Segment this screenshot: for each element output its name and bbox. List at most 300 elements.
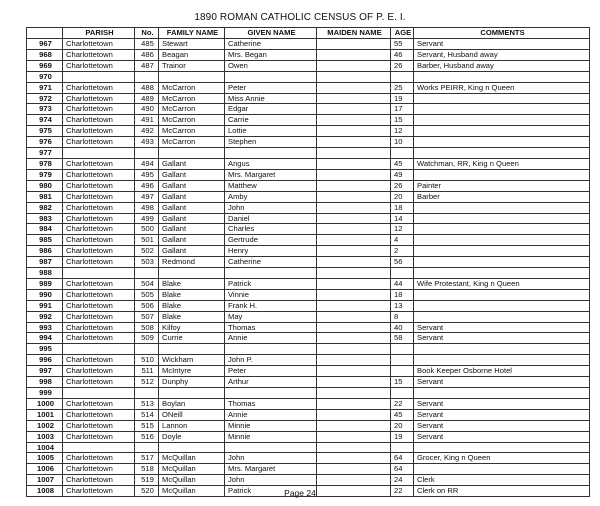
table-row	[27, 453, 590, 464]
maiden-name-cell	[317, 257, 391, 268]
family-name-cell: Gallant	[159, 191, 225, 202]
row-number: 981	[27, 191, 63, 202]
maiden-name-cell	[317, 453, 391, 464]
table-row	[27, 420, 590, 431]
given-name-cell: Edgar	[225, 104, 317, 115]
parish-cell: Charlottetown	[63, 158, 135, 169]
given-name-cell	[225, 344, 317, 355]
family-name-cell: Blake	[159, 278, 225, 289]
age-cell	[391, 268, 414, 279]
age-cell: 64	[391, 453, 414, 464]
age-cell: 45	[391, 158, 414, 169]
table-row	[27, 180, 590, 191]
comments-cell: Painter	[414, 180, 590, 191]
maiden-name-cell	[317, 115, 391, 126]
row-number: 973	[27, 104, 63, 115]
family-name-cell: McCarron	[159, 93, 225, 104]
number-cell: 486	[135, 49, 159, 60]
family-name-cell: Gallant	[159, 213, 225, 224]
parish-cell: Charlottetown	[63, 464, 135, 475]
parish-cell: Charlottetown	[63, 49, 135, 60]
comments-cell: Clerk on RR	[414, 486, 590, 497]
given-name-cell: Angus	[225, 158, 317, 169]
maiden-name-cell	[317, 82, 391, 93]
number-cell: 488	[135, 82, 159, 93]
row-number: 1004	[27, 442, 63, 453]
parish-cell	[63, 71, 135, 82]
table-row	[27, 344, 590, 355]
family-name-cell: Gallant	[159, 158, 225, 169]
family-name-cell: Gallant	[159, 235, 225, 246]
number-cell	[135, 71, 159, 82]
comments-cell: Servant	[414, 431, 590, 442]
maiden-name-cell	[317, 191, 391, 202]
age-cell: 26	[391, 60, 414, 71]
given-name-cell: Daniel	[225, 213, 317, 224]
maiden-name-cell	[317, 137, 391, 148]
number-cell: 504	[135, 278, 159, 289]
age-cell: 20	[391, 191, 414, 202]
comments-cell: Clerk	[414, 475, 590, 486]
parish-cell: Charlottetown	[63, 289, 135, 300]
number-cell: 502	[135, 246, 159, 257]
comments-cell: Servant	[414, 377, 590, 388]
age-cell: 4	[391, 235, 414, 246]
given-name-cell: Charles	[225, 224, 317, 235]
comments-cell	[414, 246, 590, 257]
number-cell: 508	[135, 322, 159, 333]
row-number: 997	[27, 366, 63, 377]
row-number: 998	[27, 377, 63, 388]
number-cell: 512	[135, 377, 159, 388]
table-row	[27, 71, 590, 82]
maiden-name-cell	[317, 148, 391, 159]
table-row	[27, 104, 590, 115]
given-name-cell	[225, 442, 317, 453]
family-name-cell: Boylan	[159, 398, 225, 409]
comments-cell: Barber, Husband away	[414, 60, 590, 71]
family-name-cell: Wickham	[159, 355, 225, 366]
age-cell: 22	[391, 398, 414, 409]
page-title: 1890 ROMAN CATHOLIC CENSUS OF P. E. I.	[194, 12, 406, 23]
maiden-name-cell	[317, 398, 391, 409]
row-number: 989	[27, 278, 63, 289]
comments-cell	[414, 202, 590, 213]
age-cell	[391, 344, 414, 355]
comments-cell: Barber	[414, 191, 590, 202]
row-number: 968	[27, 49, 63, 60]
given-name-cell: John P.	[225, 355, 317, 366]
family-name-cell: Gallant	[159, 180, 225, 191]
table-row	[27, 115, 590, 126]
comments-cell	[414, 344, 590, 355]
family-name-cell: Blake	[159, 311, 225, 322]
row-number: 977	[27, 148, 63, 159]
comments-cell	[414, 235, 590, 246]
parish-cell	[63, 344, 135, 355]
table-header-row	[27, 28, 590, 39]
row-number: 969	[27, 60, 63, 71]
table-row	[27, 126, 590, 137]
family-name-cell: McCarron	[159, 104, 225, 115]
family-name-cell: McQuillan	[159, 464, 225, 475]
given-name-cell: Minnie	[225, 420, 317, 431]
table-row	[27, 257, 590, 268]
given-name-cell: Minnie	[225, 431, 317, 442]
parish-cell: Charlottetown	[63, 333, 135, 344]
table-row	[27, 60, 590, 71]
given-name-cell: Owen	[225, 60, 317, 71]
number-cell: 490	[135, 104, 159, 115]
row-number: 975	[27, 126, 63, 137]
number-cell: 520	[135, 486, 159, 497]
given-name-cell: John	[225, 453, 317, 464]
number-cell: 495	[135, 169, 159, 180]
maiden-name-cell	[317, 158, 391, 169]
row-number: 1002	[27, 420, 63, 431]
parish-cell: Charlottetown	[63, 126, 135, 137]
maiden-name-cell	[317, 289, 391, 300]
row-number: 1006	[27, 464, 63, 475]
maiden-name-cell	[317, 377, 391, 388]
row-number: 988	[27, 268, 63, 279]
maiden-name-cell	[317, 311, 391, 322]
comments-cell: Servant	[414, 322, 590, 333]
table-row	[27, 355, 590, 366]
family-name-cell: Beagan	[159, 49, 225, 60]
family-name-cell: Doyle	[159, 431, 225, 442]
age-cell: 22	[391, 486, 414, 497]
age-cell: 17	[391, 104, 414, 115]
table-row	[27, 246, 590, 257]
comments-cell: Servant	[414, 333, 590, 344]
maiden-name-cell	[317, 169, 391, 180]
row-number: 992	[27, 311, 63, 322]
page-number: Page 24	[284, 488, 316, 498]
given-name-cell: Mrs. Margaret	[225, 169, 317, 180]
comments-cell	[414, 71, 590, 82]
given-name-cell: Patrick	[225, 278, 317, 289]
given-name-cell: Thomas	[225, 398, 317, 409]
table-row	[27, 148, 590, 159]
row-number: 972	[27, 93, 63, 104]
family-name-cell: Gallant	[159, 224, 225, 235]
parish-cell: Charlottetown	[63, 191, 135, 202]
comments-cell	[414, 442, 590, 453]
given-name-cell: Thomas	[225, 322, 317, 333]
parish-cell: Charlottetown	[63, 82, 135, 93]
table-row	[27, 442, 590, 453]
table-row	[27, 202, 590, 213]
age-cell: 14	[391, 213, 414, 224]
row-number: 982	[27, 202, 63, 213]
table-row	[27, 322, 590, 333]
given-name-cell: Patrick	[225, 486, 317, 497]
parish-cell: Charlottetown	[63, 486, 135, 497]
table-row	[27, 333, 590, 344]
number-cell: 506	[135, 300, 159, 311]
age-cell: 18	[391, 289, 414, 300]
header-family-name: FAMILY NAME	[159, 28, 225, 39]
table-row	[27, 366, 590, 377]
number-cell: 499	[135, 213, 159, 224]
family-name-cell: McCarron	[159, 126, 225, 137]
table-row	[27, 278, 590, 289]
parish-cell: Charlottetown	[63, 224, 135, 235]
table-row	[27, 398, 590, 409]
row-number: 996	[27, 355, 63, 366]
number-cell: 503	[135, 257, 159, 268]
age-cell: 12	[391, 224, 414, 235]
maiden-name-cell	[317, 464, 391, 475]
age-cell: 25	[391, 82, 414, 93]
comments-cell	[414, 213, 590, 224]
comments-cell	[414, 311, 590, 322]
age-cell: 2	[391, 246, 414, 257]
maiden-name-cell	[317, 475, 391, 486]
maiden-name-cell	[317, 442, 391, 453]
given-name-cell: Catherine	[225, 257, 317, 268]
age-cell: 64	[391, 464, 414, 475]
header-parish: PARISH	[63, 28, 135, 39]
age-cell: 19	[391, 431, 414, 442]
number-cell: 509	[135, 333, 159, 344]
age-cell: 58	[391, 333, 414, 344]
parish-cell: Charlottetown	[63, 366, 135, 377]
given-name-cell: Stephen	[225, 137, 317, 148]
number-cell: 489	[135, 93, 159, 104]
table-row	[27, 39, 590, 50]
parish-cell: Charlottetown	[63, 377, 135, 388]
comments-cell	[414, 388, 590, 399]
family-name-cell: Gallant	[159, 202, 225, 213]
table-row	[27, 388, 590, 399]
maiden-name-cell	[317, 49, 391, 60]
row-number: 987	[27, 257, 63, 268]
row-number: 985	[27, 235, 63, 246]
table-row	[27, 137, 590, 148]
comments-cell	[414, 115, 590, 126]
maiden-name-cell	[317, 202, 391, 213]
row-number: 1000	[27, 398, 63, 409]
header-number: No.	[135, 28, 159, 39]
comments-cell: Servant	[414, 409, 590, 420]
row-number: 994	[27, 333, 63, 344]
comments-cell: Works PEIRR, King n Queen	[414, 82, 590, 93]
number-cell: 485	[135, 39, 159, 50]
table-row	[27, 213, 590, 224]
family-name-cell: McQuillan	[159, 453, 225, 464]
given-name-cell: Catherine	[225, 39, 317, 50]
family-name-cell	[159, 344, 225, 355]
row-number: 976	[27, 137, 63, 148]
number-cell: 500	[135, 224, 159, 235]
parish-cell: Charlottetown	[63, 202, 135, 213]
row-number: 1005	[27, 453, 63, 464]
age-cell	[391, 355, 414, 366]
age-cell: 19	[391, 93, 414, 104]
family-name-cell: Blake	[159, 289, 225, 300]
family-name-cell: Gallant	[159, 169, 225, 180]
number-cell: 511	[135, 366, 159, 377]
maiden-name-cell	[317, 431, 391, 442]
row-number: 980	[27, 180, 63, 191]
parish-cell: Charlottetown	[63, 115, 135, 126]
maiden-name-cell	[317, 388, 391, 399]
parish-cell	[63, 442, 135, 453]
row-number: 1008	[27, 486, 63, 497]
number-cell: 505	[135, 289, 159, 300]
given-name-cell: Lottie	[225, 126, 317, 137]
number-cell: 514	[135, 409, 159, 420]
number-cell: 510	[135, 355, 159, 366]
table-row	[27, 409, 590, 420]
parish-cell: Charlottetown	[63, 311, 135, 322]
age-cell: 13	[391, 300, 414, 311]
census-table	[26, 27, 590, 497]
age-cell: 15	[391, 377, 414, 388]
comments-cell	[414, 257, 590, 268]
table-row	[27, 158, 590, 169]
row-number: 967	[27, 39, 63, 50]
parish-cell: Charlottetown	[63, 180, 135, 191]
parish-cell: Charlottetown	[63, 137, 135, 148]
family-name-cell	[159, 388, 225, 399]
maiden-name-cell	[317, 355, 391, 366]
given-name-cell: Vinnie	[225, 289, 317, 300]
given-name-cell: Gertrude	[225, 235, 317, 246]
row-number: 1003	[27, 431, 63, 442]
maiden-name-cell	[317, 71, 391, 82]
row-number: 978	[27, 158, 63, 169]
comments-cell: Servant	[414, 39, 590, 50]
number-cell: 501	[135, 235, 159, 246]
maiden-name-cell	[317, 224, 391, 235]
family-name-cell: McQuillan	[159, 475, 225, 486]
comments-cell	[414, 169, 590, 180]
header-age: AGE	[391, 28, 414, 39]
parish-cell	[63, 268, 135, 279]
given-name-cell: Peter	[225, 366, 317, 377]
maiden-name-cell	[317, 104, 391, 115]
age-cell: 24	[391, 475, 414, 486]
number-cell: 493	[135, 137, 159, 148]
number-cell	[135, 344, 159, 355]
header-row-number	[27, 28, 63, 39]
table-row	[27, 464, 590, 475]
given-name-cell: Mrs. Began	[225, 49, 317, 60]
row-number: 986	[27, 246, 63, 257]
maiden-name-cell	[317, 246, 391, 257]
parish-cell	[63, 148, 135, 159]
given-name-cell: Annie	[225, 409, 317, 420]
family-name-cell: ONeill	[159, 409, 225, 420]
family-name-cell: McCarron	[159, 115, 225, 126]
number-cell: 517	[135, 453, 159, 464]
family-name-cell: McQuillan	[159, 486, 225, 497]
number-cell: 496	[135, 180, 159, 191]
parish-cell	[63, 388, 135, 399]
comments-cell: Wife Protestant, King n Queen	[414, 278, 590, 289]
given-name-cell: Arthur	[225, 377, 317, 388]
parish-cell: Charlottetown	[63, 431, 135, 442]
age-cell: 56	[391, 257, 414, 268]
family-name-cell: Stewart	[159, 39, 225, 50]
comments-cell: Grocer, King n Queen	[414, 453, 590, 464]
header-maiden-name: MAIDEN NAME	[317, 28, 391, 39]
given-name-cell: John	[225, 202, 317, 213]
comments-cell	[414, 464, 590, 475]
age-cell	[391, 366, 414, 377]
table-row	[27, 289, 590, 300]
age-cell: 15	[391, 115, 414, 126]
parish-cell: Charlottetown	[63, 409, 135, 420]
header-comments: COMMENTS	[414, 28, 590, 39]
table-row	[27, 169, 590, 180]
given-name-cell: Carrie	[225, 115, 317, 126]
age-cell: 44	[391, 278, 414, 289]
number-cell: 494	[135, 158, 159, 169]
age-cell: 45	[391, 409, 414, 420]
parish-cell: Charlottetown	[63, 257, 135, 268]
parish-cell: Charlottetown	[63, 420, 135, 431]
parish-cell: Charlottetown	[63, 475, 135, 486]
family-name-cell	[159, 71, 225, 82]
number-cell: 516	[135, 431, 159, 442]
maiden-name-cell	[317, 235, 391, 246]
age-cell: 10	[391, 137, 414, 148]
given-name-cell: Matthew	[225, 180, 317, 191]
number-cell	[135, 148, 159, 159]
number-cell: 519	[135, 475, 159, 486]
family-name-cell: McCarron	[159, 82, 225, 93]
number-cell: 498	[135, 202, 159, 213]
family-name-cell: Kilfoy	[159, 322, 225, 333]
family-name-cell: Redmond	[159, 257, 225, 268]
age-cell	[391, 388, 414, 399]
comments-cell	[414, 104, 590, 115]
table-row	[27, 235, 590, 246]
family-name-cell: Trainor	[159, 60, 225, 71]
comments-cell: Book Keeper Osborne Hotel	[414, 366, 590, 377]
age-cell: 18	[391, 202, 414, 213]
row-number: 990	[27, 289, 63, 300]
row-number: 1001	[27, 409, 63, 420]
given-name-cell: Peter	[225, 82, 317, 93]
comments-cell	[414, 126, 590, 137]
parish-cell: Charlottetown	[63, 169, 135, 180]
maiden-name-cell	[317, 126, 391, 137]
given-name-cell: Henry	[225, 246, 317, 257]
parish-cell: Charlottetown	[63, 322, 135, 333]
table-row	[27, 431, 590, 442]
parish-cell: Charlottetown	[63, 235, 135, 246]
maiden-name-cell	[317, 39, 391, 50]
row-number: 993	[27, 322, 63, 333]
maiden-name-cell	[317, 409, 391, 420]
age-cell: 26	[391, 180, 414, 191]
maiden-name-cell	[317, 278, 391, 289]
parish-cell: Charlottetown	[63, 453, 135, 464]
family-name-cell: McCarron	[159, 137, 225, 148]
parish-cell: Charlottetown	[63, 398, 135, 409]
number-cell: 518	[135, 464, 159, 475]
maiden-name-cell	[317, 93, 391, 104]
row-number: 995	[27, 344, 63, 355]
maiden-name-cell	[317, 300, 391, 311]
given-name-cell	[225, 388, 317, 399]
parish-cell: Charlottetown	[63, 278, 135, 289]
